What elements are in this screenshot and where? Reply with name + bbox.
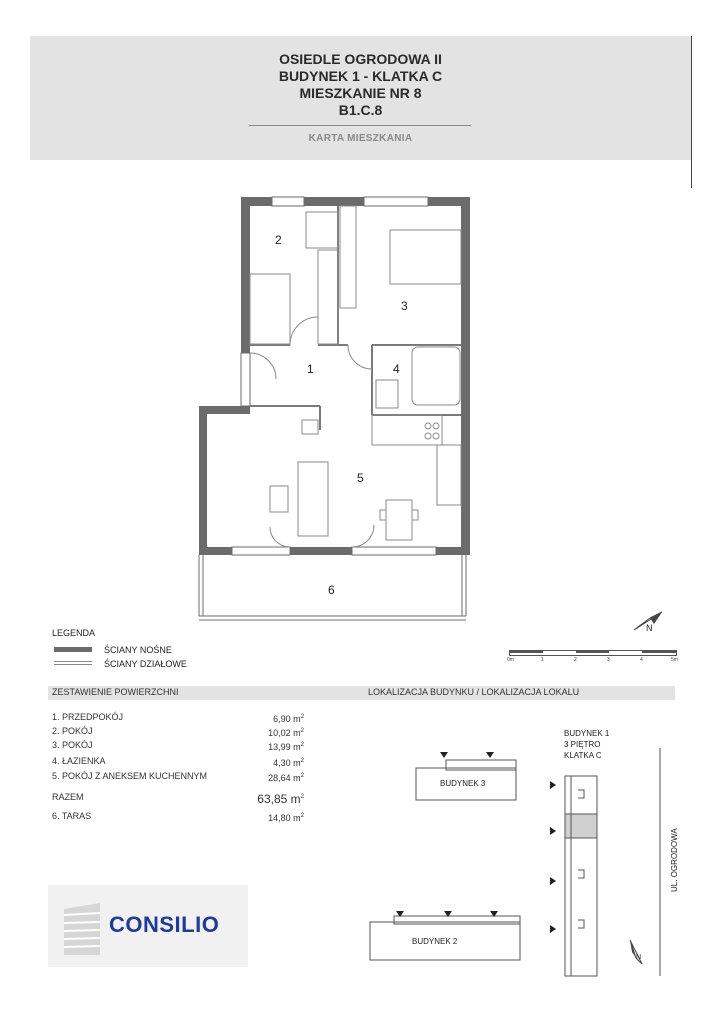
estate-name: OSIEDLE OGRODOWA II bbox=[279, 51, 442, 67]
wall-west-upper bbox=[241, 197, 250, 353]
entrance-marker-icon bbox=[440, 752, 448, 758]
legend-partition-label: ŚCIANY DZIAŁOWE bbox=[104, 659, 187, 669]
location-compass-label: N bbox=[636, 954, 642, 961]
area-total-value: 63,85 $m^2$ bbox=[257, 792, 304, 806]
area-value: 14,80 $m^2$ bbox=[268, 813, 304, 823]
area-row bbox=[52, 770, 304, 783]
logo-text: CONSILIO bbox=[109, 912, 220, 937]
area-value: 10,02 $m^2$ bbox=[268, 728, 304, 738]
legend-loadbearing-swatch bbox=[54, 647, 92, 652]
desk-room2 bbox=[306, 212, 338, 248]
floor-plan bbox=[0, 190, 723, 630]
window bbox=[272, 197, 304, 206]
door-swing bbox=[348, 345, 372, 369]
window bbox=[352, 547, 436, 555]
area-label: 1. PRZEDPOKÓJ bbox=[52, 712, 124, 722]
area-label: 4. ŁAZIENKA bbox=[52, 756, 106, 766]
chair bbox=[380, 510, 386, 520]
header-side-rule bbox=[691, 36, 692, 188]
compass-label: N bbox=[646, 623, 653, 633]
street-label: UL. OGRODOWA bbox=[670, 828, 679, 892]
logo-building-icon bbox=[62, 901, 108, 957]
entrance-marker-icon bbox=[550, 827, 556, 835]
stove-burner bbox=[425, 423, 431, 429]
scale-label: 2 bbox=[574, 657, 577, 663]
door-swing bbox=[290, 317, 318, 345]
chair bbox=[412, 510, 418, 520]
area-value: 13,99 $m^2$ bbox=[268, 742, 304, 752]
wardrobe bbox=[318, 250, 338, 344]
entrance-marker-icon bbox=[486, 752, 494, 758]
stove-burner bbox=[433, 423, 439, 429]
door-swing bbox=[352, 525, 374, 547]
areas-title: ZESTAWIENIE POWIERZCHNI bbox=[52, 687, 179, 697]
apartment-number: MIESZKANIE NR 8 bbox=[299, 85, 422, 101]
window bbox=[232, 547, 290, 555]
room-label: 1 bbox=[307, 362, 314, 376]
apartment-code: B1.C.8 bbox=[338, 102, 383, 118]
floor-label: 3 PIĘTRO bbox=[564, 740, 601, 749]
legend-title: LEGENDA bbox=[52, 628, 96, 638]
building-stair: BUDYNEK 1 - KLATKA C bbox=[278, 68, 443, 84]
scale-label: 0m bbox=[507, 657, 514, 663]
area-row bbox=[52, 711, 304, 724]
stair-label: KLATKA C bbox=[564, 751, 602, 760]
kitchen-counter bbox=[372, 415, 442, 445]
stove-burner bbox=[425, 433, 431, 439]
room-label: 5 bbox=[357, 471, 364, 485]
area-total-label: RAZEM bbox=[52, 792, 84, 802]
sofa bbox=[298, 462, 328, 536]
area-value: 28,64 $m^2$ bbox=[268, 773, 304, 783]
wall-west-lower bbox=[199, 406, 207, 555]
room-label: 2 bbox=[275, 233, 282, 247]
area-row bbox=[52, 810, 304, 823]
header-divider bbox=[249, 125, 471, 126]
wardrobe-room3 bbox=[340, 206, 356, 308]
apartment-highlight bbox=[565, 814, 597, 838]
logo-box bbox=[48, 885, 248, 967]
column bbox=[302, 420, 318, 434]
fridge bbox=[437, 445, 461, 505]
area-label: 3. POKÓJ bbox=[52, 740, 93, 750]
area-row bbox=[52, 739, 304, 752]
window bbox=[364, 197, 428, 206]
bed-room3 bbox=[390, 230, 461, 284]
stove-burner bbox=[433, 433, 439, 439]
scale-label: 4 bbox=[640, 657, 643, 663]
washbasin bbox=[376, 380, 398, 408]
location-title: LOKALIZACJA BUDYNKU / LOKALIZACJA LOKALU bbox=[368, 687, 580, 697]
building3-label: BUDYNEK 3 bbox=[440, 779, 486, 788]
area-total-row bbox=[52, 789, 304, 805]
area-row bbox=[52, 725, 304, 738]
scale-label: 3 bbox=[607, 657, 610, 663]
entrance-marker-icon bbox=[550, 781, 556, 789]
bed-room2 bbox=[250, 274, 290, 344]
scale-bar bbox=[509, 650, 677, 656]
coffee-table bbox=[270, 486, 288, 512]
building1-label: BUDYNEK 1 bbox=[564, 729, 610, 738]
area-value: 6,90 $m^2$ bbox=[273, 714, 304, 724]
scale-label: 1 bbox=[541, 657, 544, 663]
wall-east bbox=[461, 197, 470, 555]
area-label: 6. TARAS bbox=[52, 811, 92, 821]
door-swing bbox=[270, 527, 290, 547]
legend-loadbearing-label: ŚCIANY NOŚNE bbox=[104, 645, 172, 655]
area-label: 5. POKÓJ Z ANEKSEM KUCHENNYM bbox=[52, 771, 208, 781]
area-row bbox=[52, 755, 304, 768]
building1-info bbox=[564, 728, 609, 761]
building2-label: BUDYNEK 2 bbox=[412, 937, 458, 946]
area-value: 4,30 $m^2$ bbox=[273, 758, 304, 768]
entrance-marker-icon bbox=[550, 925, 556, 933]
scale-label: 5m bbox=[671, 657, 678, 663]
card-subtitle: KARTA MIESZKANIA bbox=[308, 133, 413, 144]
room-label: 4 bbox=[393, 362, 400, 376]
legend-partition-swatch bbox=[54, 661, 92, 665]
room-label: 3 bbox=[401, 299, 408, 313]
bathtub bbox=[412, 347, 460, 405]
entrance-marker-icon bbox=[550, 877, 556, 885]
title-block bbox=[30, 51, 691, 119]
area-label: 2. POKÓJ bbox=[52, 726, 93, 736]
building1-outline bbox=[565, 776, 597, 976]
room-label: 6 bbox=[328, 583, 335, 597]
door-swing bbox=[250, 353, 276, 379]
header-band bbox=[30, 36, 691, 160]
dining-table bbox=[386, 500, 412, 540]
